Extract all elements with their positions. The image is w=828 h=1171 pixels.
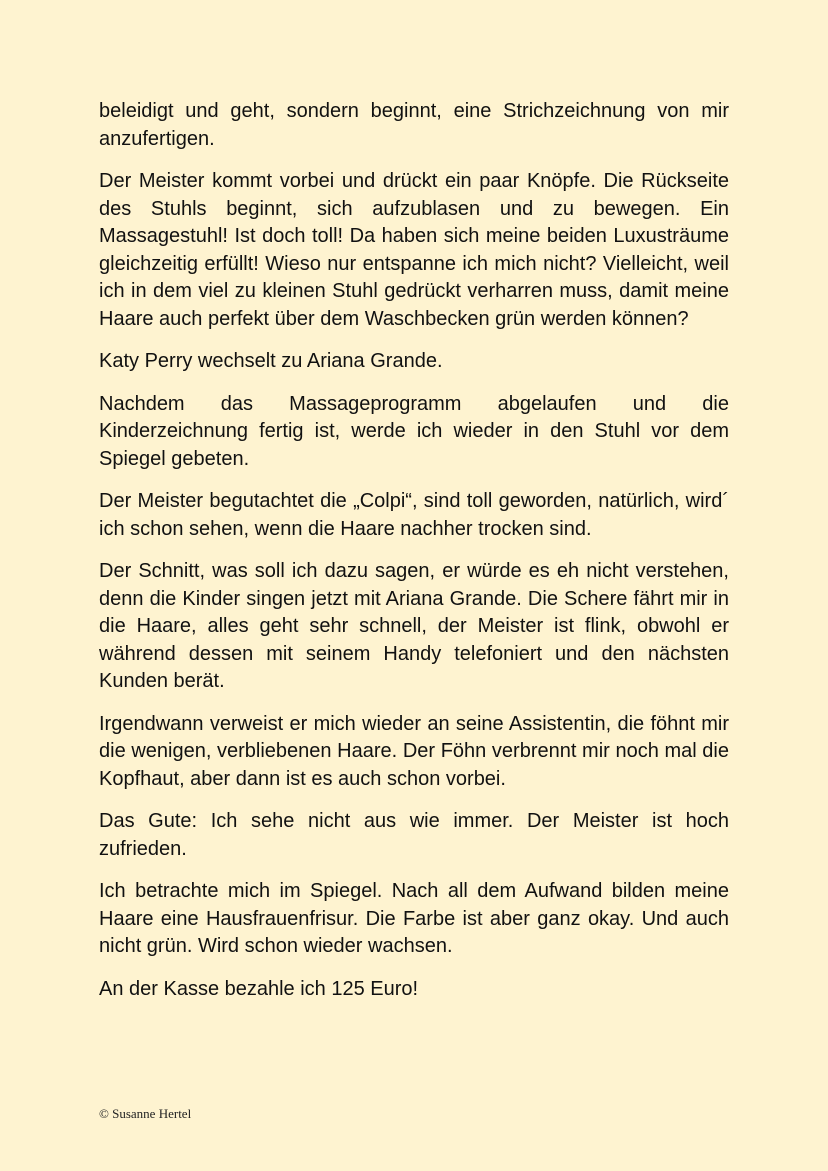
paragraph-6: Der Schnitt, was soll ich dazu sagen, er würde es eh nicht verstehen, denn die Kinder singen jetzt mit Ariana Grande. Die Schere fährt mir in die Haare, alles geht sehr schnell, der Meister ist flink, obwohl er während dessen mit seinem Handy telefoniert und den nächsten Kunden berät. <box>99 560 729 692</box>
paragraph-7: Irgendwann verweist er mich wieder an seine Assistentin, die föhnt mir die wenigen, verbliebenen Haare. Der Föhn verbrennt mir noch mal die Kopfhaut, aber dann ist es auch schon vorbei. <box>99 712 729 790</box>
paragraph-4: Nachdem das Massageprogramm abgelaufen und die Kinderzeichnung fertig ist, werde ich wieder in den Stuhl vor dem Spiegel gebeten. <box>99 392 729 470</box>
paragraph-1: beleidigt und geht, sondern beginnt, eine Strichzeichnung von mir anzufertigen. <box>99 100 729 150</box>
paragraph-2: Der Meister kommt vorbei und drückt ein paar Knöpfe. Die Rückseite des Stuhls beginnt, sich aufzublasen und zu bewegen. Ein Massagestuhl! Ist doch toll! Da haben sich meine beiden Luxusträume gleichzeitig erfüllt! Wieso nur entspanne ich mich nicht? Vielleicht, weil ich in dem viel zu kleinen Stuhl gedrückt verharren muss, damit meine Haare auch perfekt über dem Waschbecken grün werden können? <box>99 170 729 330</box>
copyright-footer: © Susanne Hertel <box>99 1106 192 1121</box>
paragraph-10: An der Kasse bezahle ich 125 Euro! <box>99 977 419 1000</box>
paragraph-9: Ich betrachte mich im Spiegel. Nach all dem Aufwand bilden meine Haare eine Hausfrauenfrisur. Die Farbe ist aber ganz okay. Und auch nicht grün. Wird schon wieder wachsen. <box>99 880 729 957</box>
paragraph-8: Das Gute: Ich sehe nicht aus wie immer. Der Meister ist hoch zufrieden. <box>99 810 729 860</box>
document-body <box>99 98 729 1018</box>
paragraph-5: Der Meister begutachtet die „Colpi“, sind toll geworden, natürlich, wird´ ich schon sehen, wenn die Haare nachher trocken sind. <box>99 490 729 540</box>
paragraph-3: Katy Perry wechselt zu Ariana Grande. <box>99 350 443 372</box>
